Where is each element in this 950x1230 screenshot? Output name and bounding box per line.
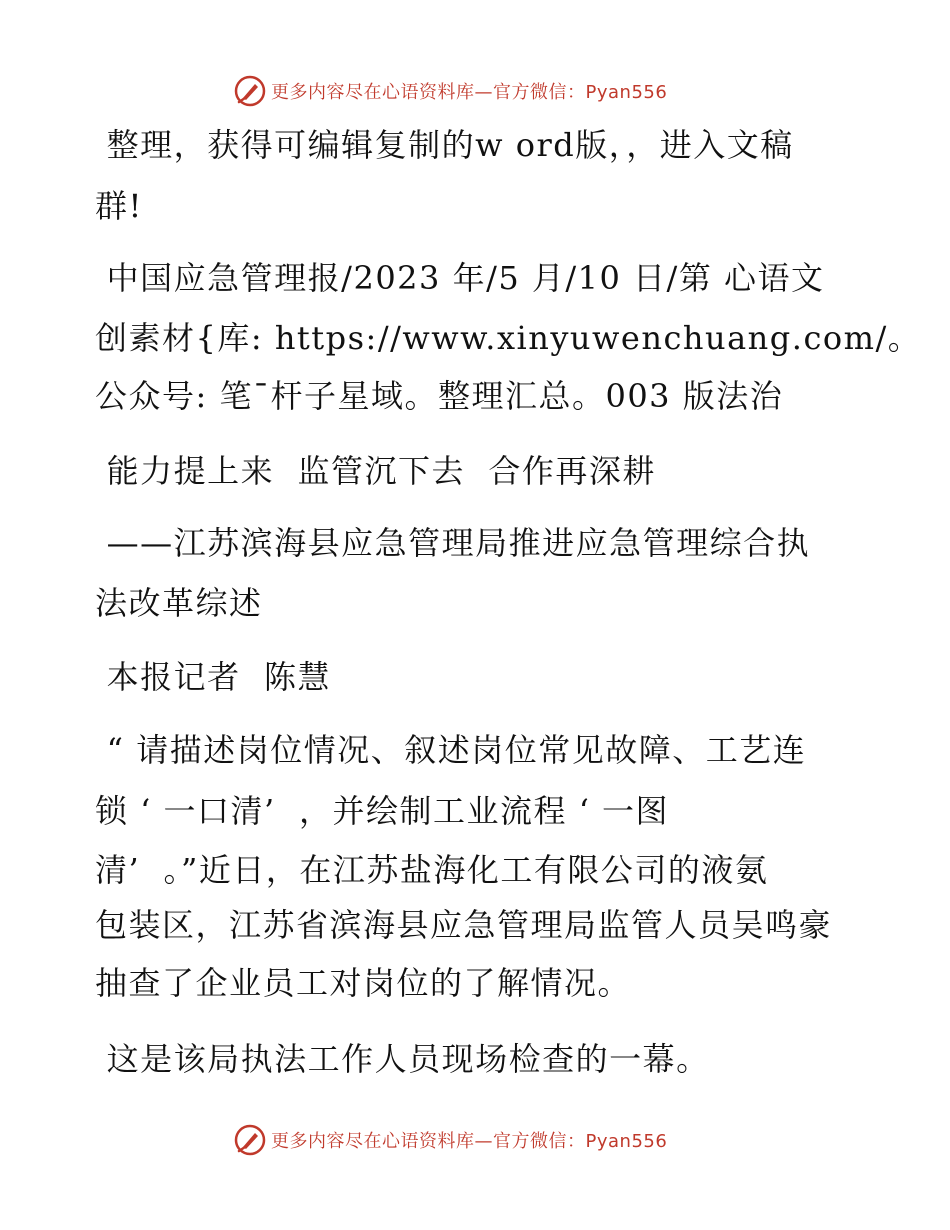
banner-text: 更多内容尽在心语资料库—官方微信：Pyan556 — [271, 82, 668, 103]
text-line: 公众号: 笔¯杆子星域。整理汇总。003 版法治 — [95, 377, 784, 415]
text-line: 法改革综述 — [95, 584, 263, 622]
text-line: 清’ 。”近日，在江苏盐海化工有限公司的液氨 — [95, 851, 769, 889]
text-line: “ 请描述岗位情况、叙述岗位常见故障、工艺连 — [95, 731, 807, 769]
text-line: 本报记者 陈慧 — [95, 658, 332, 696]
text-line: 这是该局执法工作人员现场检查的一幕。 — [95, 1040, 710, 1078]
quill-logo-icon — [233, 1123, 267, 1157]
quill-logo-icon — [233, 74, 267, 108]
header-watermark-banner — [0, 71, 950, 111]
text-line: 创素材{库: https://www.xinyuwenchuang.com/。 — [95, 319, 922, 357]
text-line: 中国应急管理报/2023 年/5 月/10 日/第 心语文 — [95, 259, 825, 297]
text-line: 包装区，江苏省滨海县应急管理局监管人员吴鸣豪 — [95, 906, 833, 944]
text-line: 群! — [95, 187, 143, 225]
text-line: 抽查了企业员工对岗位的了解情况。 — [95, 964, 632, 1002]
text-line: ——江苏滨海县应急管理局推进应急管理综合执 — [95, 524, 811, 562]
text-line: 能力提上来 监管沉下去 合作再深耕 — [95, 452, 656, 490]
text-line: 整理，获得可编辑复制的w ord版，，进入文稿 — [95, 126, 794, 164]
banner-text: 更多内容尽在心语资料库—官方微信：Pyan556 — [271, 1131, 668, 1152]
text-line: 锁 ‘ 一口清’ ，并绘制工业流程 ‘ 一图 — [95, 792, 670, 830]
footer-watermark-banner — [0, 1120, 950, 1160]
